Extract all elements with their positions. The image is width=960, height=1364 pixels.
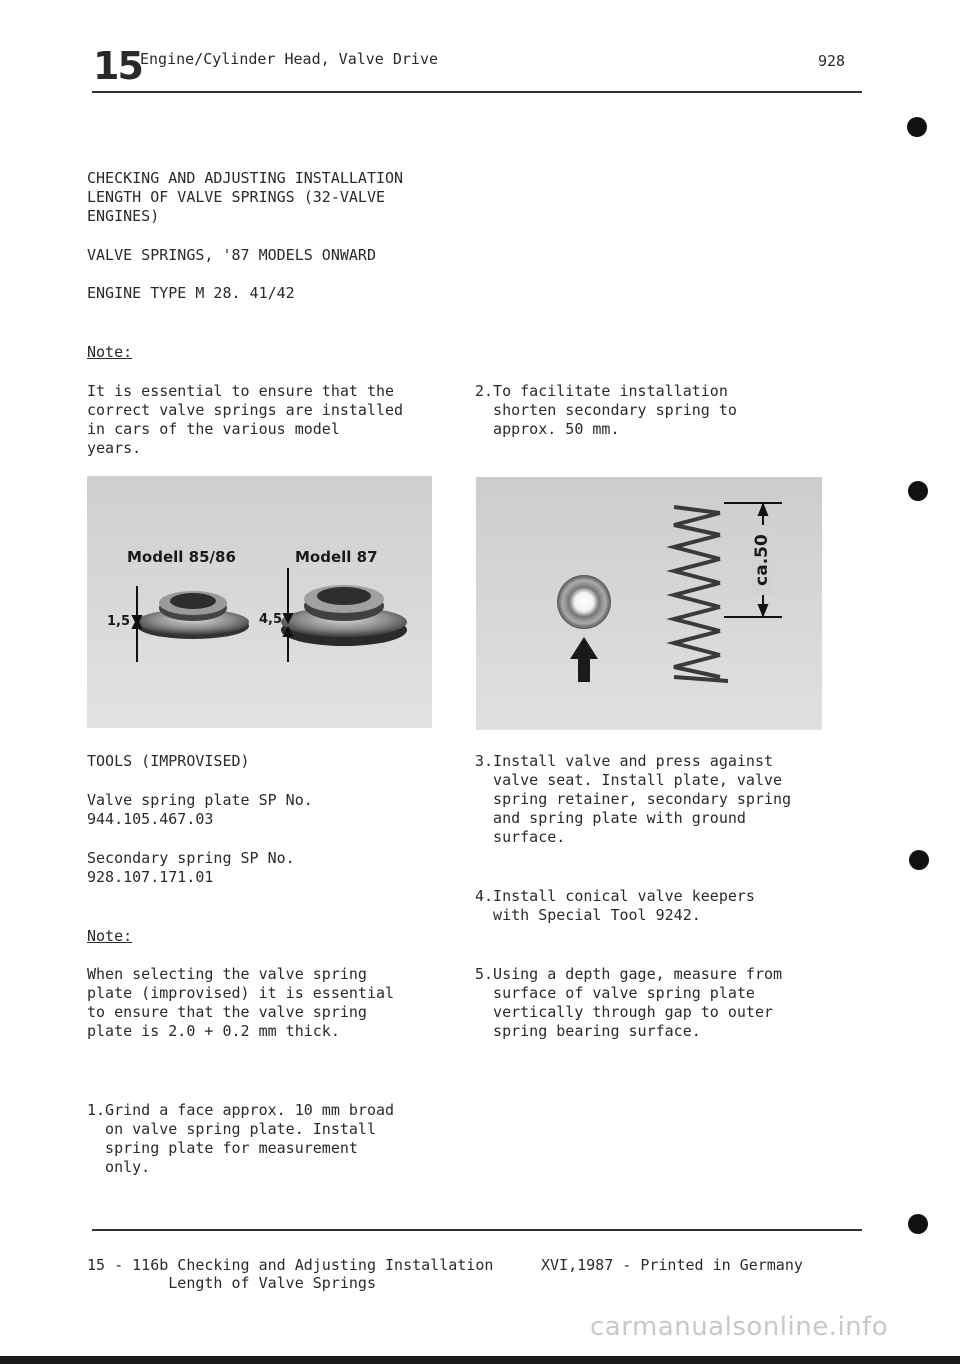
note-line: correct valve springs are installed xyxy=(87,401,404,419)
binding-hole xyxy=(907,117,927,137)
footer-rule xyxy=(92,1229,862,1231)
bottom-scan-bar xyxy=(0,1356,960,1364)
step-4 xyxy=(475,887,755,925)
main-heading-line: ENGINES) xyxy=(87,207,160,225)
secondary-spring-photo xyxy=(476,477,822,730)
step-line: shorten secondary spring to xyxy=(475,401,737,419)
footer-section: 15 - 116b Checking and Adjusting Installation xyxy=(87,1256,494,1274)
tool-line: Secondary spring SP No. xyxy=(87,849,295,867)
subheading-engine-type: ENGINE TYPE M 28. 41/42 xyxy=(87,284,295,302)
note-line: in cars of the various model xyxy=(87,420,340,438)
step-line: approx. 50 mm. xyxy=(475,420,620,438)
header-title: Engine/Cylinder Head, Valve Drive xyxy=(140,50,439,68)
chapter-number: 15 xyxy=(93,44,142,88)
watermark: carmanualsonline.info xyxy=(590,1312,889,1342)
step-line: 4.Install conical valve keepers xyxy=(475,887,755,905)
header-rule xyxy=(92,91,862,93)
step-1 xyxy=(87,1101,394,1177)
note-label: Note: xyxy=(87,927,133,945)
dimension-label-ca50: ca.50 xyxy=(752,525,774,595)
tool-line: 944.105.467.03 xyxy=(87,810,214,828)
step-line: only. xyxy=(87,1158,151,1176)
figure-label-model-85-86: Modell 85/86 xyxy=(127,548,236,566)
note-line: to ensure that the valve spring xyxy=(87,1003,367,1021)
step-line: with Special Tool 9242. xyxy=(475,906,701,924)
spring-plate-photo xyxy=(87,476,432,728)
step-line: 3.Install valve and press against xyxy=(475,752,774,770)
step-line: and spring plate with ground xyxy=(475,809,746,827)
main-heading xyxy=(87,169,403,226)
note-line: plate is 2.0 + 0.2 mm thick. xyxy=(87,1022,340,1040)
step-line: surface of valve spring plate xyxy=(475,984,755,1002)
note-line: It is essential to ensure that the xyxy=(87,382,395,400)
main-heading-line: LENGTH OF VALVE SPRINGS (32-VALVE xyxy=(87,188,386,206)
tool-line: 928.107.171.01 xyxy=(87,868,214,886)
spring-plate-ring xyxy=(557,575,611,629)
subheading-valve-springs: VALVE SPRINGS, '87 MODELS ONWARD xyxy=(87,246,376,264)
binding-hole xyxy=(909,850,929,870)
footer-section-cont: Length of Valve Springs xyxy=(87,1274,376,1292)
dimension-label-right: 4,5 xyxy=(259,612,283,627)
step-line: valve seat. Install plate, valve xyxy=(475,771,783,789)
step-line: on valve spring plate. Install xyxy=(87,1120,376,1138)
tools-heading: TOOLS (IMPROVISED) xyxy=(87,752,250,770)
tool-item-valve-spring-plate xyxy=(87,791,313,829)
step-line: spring retainer, secondary spring xyxy=(475,790,792,808)
step-5 xyxy=(475,965,782,1041)
tool-line: Valve spring plate SP No. xyxy=(87,791,313,809)
step-line: 5.Using a depth gage, measure from xyxy=(475,965,783,983)
tool-item-secondary-spring xyxy=(87,849,295,887)
header-model: 928 xyxy=(818,52,846,70)
step-2 xyxy=(475,382,737,439)
note-line: plate (improvised) it is essential xyxy=(87,984,395,1002)
figure-label-model-87: Modell 87 xyxy=(295,548,378,566)
note-line: years. xyxy=(87,439,142,457)
dimension-label-left: 1,5 xyxy=(107,614,131,629)
note-label: Note: xyxy=(87,343,133,361)
step-3 xyxy=(475,752,791,847)
note-line: When selecting the valve spring xyxy=(87,965,367,983)
step-line: spring bearing surface. xyxy=(475,1022,701,1040)
main-heading-line: CHECKING AND ADJUSTING INSTALLATION xyxy=(87,169,404,187)
step-line: surface. xyxy=(475,828,566,846)
note-text xyxy=(87,965,394,1041)
note-text xyxy=(87,382,403,458)
binding-hole xyxy=(908,1214,928,1234)
step-line: vertically through gap to outer xyxy=(475,1003,774,1021)
step-line: spring plate for measurement xyxy=(87,1139,358,1157)
step-line: 1.Grind a face approx. 10 mm broad xyxy=(87,1101,395,1119)
binding-hole xyxy=(908,481,928,501)
step-line: 2.To facilitate installation xyxy=(475,382,728,400)
footer-print-info: XVI,1987 - Printed in Germany xyxy=(541,1256,803,1274)
